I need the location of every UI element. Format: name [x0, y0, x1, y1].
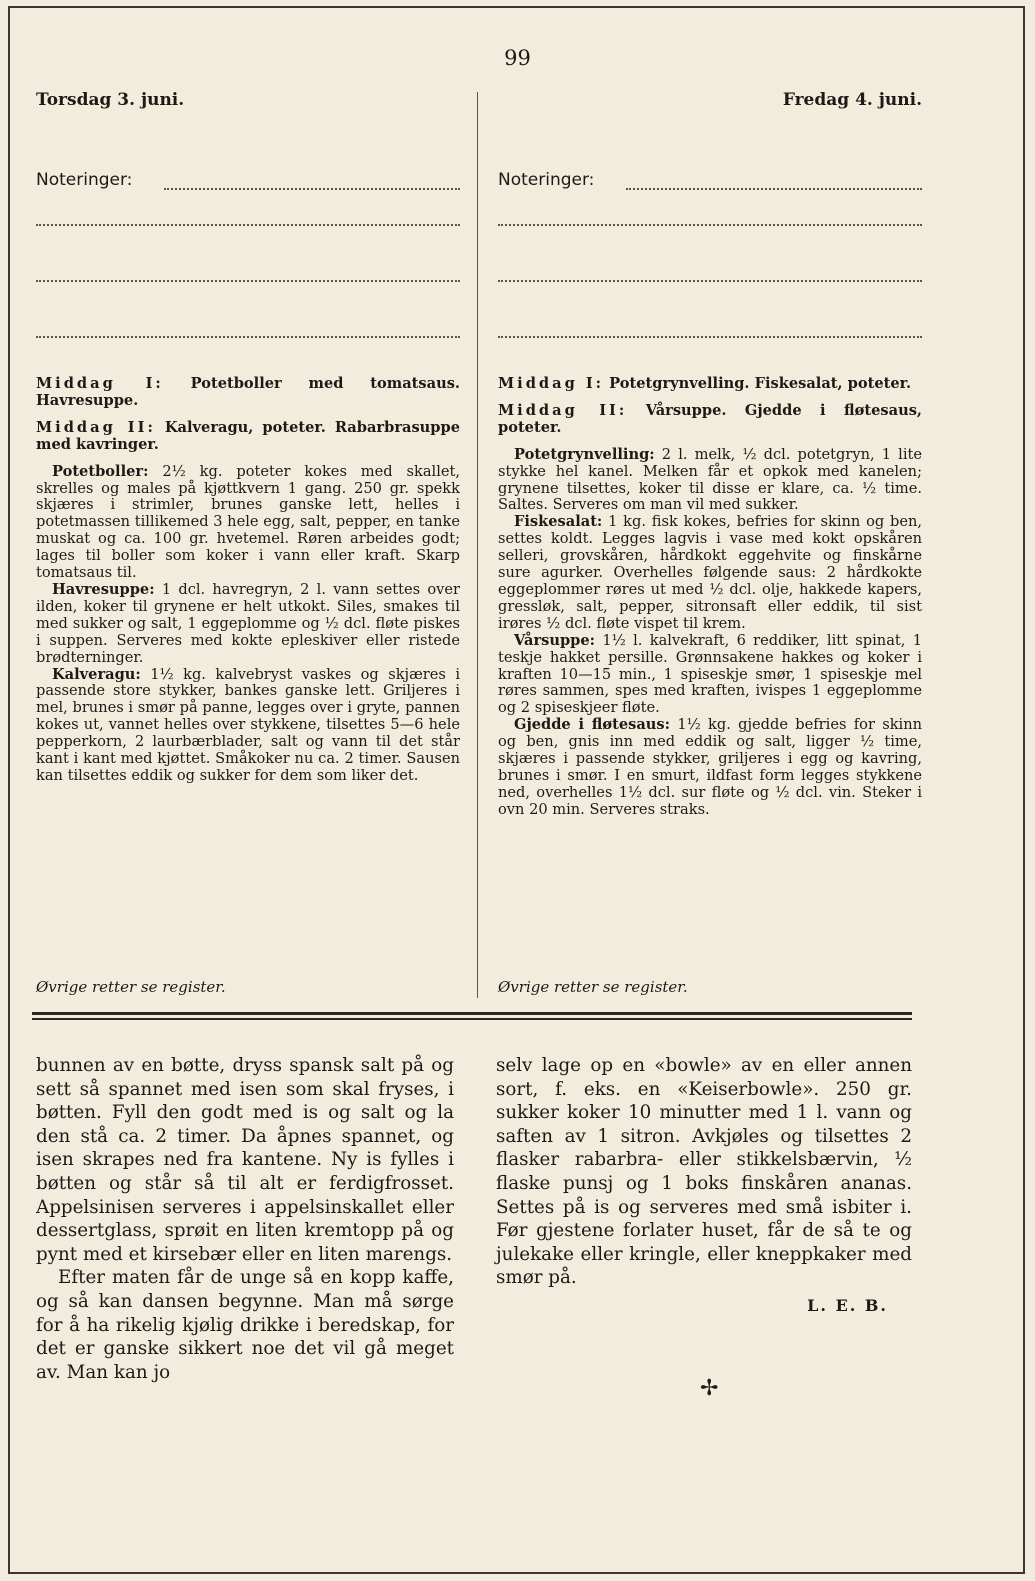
- left-day-column: [36, 90, 460, 785]
- left-middag-2: [36, 420, 460, 454]
- left-recipe-1-text: 2½ kg. poteter kokes med skallet, skrelles og males på kjøttkvern 1 gang. 250 gr. spekk skjæres i strimler, brunes ganske lett, helles i potetmassen tillikemed 3 hele egg, salt, pepper, en tanke muskat og ca. 100 gr. hvetemel. Røren arbeides godt; lages til boller som koker i vann eller kraft. Skarp tomatsaus til.: [36, 462, 460, 582]
- right-recipe-1-text: 2 l. melk, ½ dcl. potetgryn, 1 lite stykke hel kanel. Melken får et opkok med kanelen; grynene tilsettes, koker til disse er klare, ca. ½ time. Saltes. Serveres om man vil med sukker.: [498, 445, 923, 514]
- left-recipe-potetboller: [36, 464, 460, 582]
- ornament-icon: ✢: [700, 1376, 719, 1401]
- right-notes-dotline-1: [498, 222, 922, 226]
- left-middag-2-label: Middag II:: [36, 418, 156, 436]
- left-recipe-havresuppe: [36, 582, 460, 667]
- section-separator-thick: [32, 1012, 912, 1015]
- left-middag-1: [36, 376, 460, 410]
- right-recipe-fiskesalat: [498, 514, 922, 632]
- page-number: 99: [504, 46, 531, 70]
- left-recipe-2-text: 1 dcl. havregryn, 2 l. vann settes over ilden, koker til grynene er helt utkokt. Siles, smakes til med sukker og salt, 1 eggeplomme og ½ dcl. fløte piskes i suppen. Serveres med kokte epleskiver eller ristede brødterninger.: [36, 580, 461, 666]
- left-middag-1-text: Potetboller med tomatsaus. Havresuppe.: [36, 375, 460, 409]
- left-middag-1-label: Middag I:: [36, 375, 164, 392]
- right-middag-1-label: Middag I:: [498, 375, 605, 392]
- right-recipe-4-title: Gjedde i fløtesaus:: [514, 716, 671, 734]
- right-notes-label: Noteringer:: [498, 170, 595, 190]
- section-separator-thin: [32, 1018, 912, 1020]
- article-right-paragraph-1: selv lage op en «bowle» av en eller annen sort, f. eks. en «Keiserbowle». 250 gr. sukker koker 10 minutter med 1 l. vann og saften av 1 sitron. Avkjøles og tilsettes 2 flasker rabarbra- eller stikkelsbærvin, ½ flaske punsj og 1 boks finskåren ananas. Settes på is og serveres med små isbiter i. Før gjestene forlater huset, får de så te og julekake eller kringle, eller kneppkaker med smør på.: [496, 1055, 912, 1289]
- left-recipes: [36, 376, 460, 785]
- right-notes-dotline-2: [498, 278, 922, 282]
- right-middag-2-label: Middag II:: [498, 401, 628, 419]
- left-recipe-2-title: Havresuppe:: [52, 580, 155, 598]
- left-recipe-3-text: 1½ kg. kalvebryst vaskes og skjæres i passende store stykker, bankes ganske lett. Griljeres i mel, brunes i smør på panne, legges over i gryte, pannen kokes ut, vannet helles over stykkene, tilsettes 5—6 hele pepperkorn, 2 laurbærblader, salt og vann til det står kant i kant med kjøttet. Småkoker nu ca. 2 timer. Sausen kan tilsettes eddik og sukker for dem som liker det.: [36, 665, 460, 784]
- right-notes: [498, 170, 922, 196]
- right-recipe-gjedde: [498, 717, 922, 818]
- right-recipes: [498, 376, 922, 819]
- right-recipe-varsuppe: [498, 633, 922, 718]
- right-recipe-potetgrynvelling: [498, 447, 922, 515]
- left-notes-dotline-3: [36, 334, 460, 338]
- right-ovrige-note: Øvrige retter se register.: [498, 978, 688, 996]
- left-notes-label: Noteringer:: [36, 170, 133, 190]
- right-middag-1-text: Potetgrynvelling. Fiskesalat, poteter.: [609, 375, 912, 392]
- left-recipe-3-title: Kalveragu:: [52, 665, 141, 683]
- article-right-column: [496, 1054, 912, 1318]
- left-notes: [36, 170, 460, 196]
- left-day-heading: Torsdag 3. juni.: [36, 90, 185, 110]
- right-recipe-1-title: Potetgrynvelling:: [514, 445, 655, 463]
- left-ovrige-note: Øvrige retter se register.: [36, 978, 226, 996]
- right-recipe-4-text: 1½ kg. gjedde befries for skinn og ben, gnis inn med eddik og salt, ligger ½ time, skjæres i passende stykker, griljeres i egg og kavring, brunes i smør. I en smurt, ildfast form legges stykkene ned, overhelles 1½ dcl. sur fløte og ½ dcl. vin. Steker i ovn 20 min. Serveres straks.: [498, 716, 923, 818]
- article-left-column: [36, 1054, 454, 1384]
- right-recipe-2-title: Fiskesalat:: [514, 513, 603, 531]
- right-day-heading: Fredag 4. juni.: [782, 90, 922, 110]
- right-recipe-3-title: Vårsuppe:: [514, 631, 596, 649]
- right-notes-dotline-3: [498, 334, 922, 338]
- left-middag-2-text: Kalveragu, poteter. Rabarbrasuppe med kavringer.: [36, 418, 460, 453]
- author-signature: L. E. B.: [807, 1295, 888, 1315]
- right-notes-dotline-0: [626, 188, 922, 190]
- right-middag-1: [498, 376, 922, 393]
- left-notes-dotline-1: [36, 222, 460, 226]
- left-notes-dotline-0: [164, 188, 460, 190]
- left-notes-dotline-2: [36, 278, 460, 282]
- right-recipe-2-text: 1 kg. fisk kokes, befries for skinn og ben, settes koldt. Legges lagvis i vase med kokt opskåren selleri, grovskåren, hårdkokt eggehvite og finskårne sure agurker. Overhelles følgende saus: 2 hårdkokte eggeplommer røres ut med ½ dcl. olje, hakkede kapers, gressløk, salt, pepper, sitronsaft eller eddik, til sist irøres ½ dcl. fløte vispet til krem.: [498, 513, 923, 632]
- left-recipe-kalveragu: [36, 667, 460, 785]
- right-middag-2: [498, 403, 922, 437]
- right-recipe-3-text: 1½ l. kalvekraft, 6 reddiker, litt spinat, 1 teskje hakket persille. Grønnsakene hakkes og koker i kraften 10—15 min., 1 spiseskje smør, 1 spiseskje mel røres sammen, spes med kraften, ivispes 1 eggeplomme og 2 spiseskjeer fløte.: [498, 631, 923, 717]
- column-divider: [477, 92, 478, 998]
- right-middag-2-text: Vårsuppe. Gjedde i fløtesaus, poteter.: [498, 401, 923, 436]
- article-left-paragraph-2: Efter maten får de unge så en kopp kaffe, og så kan dansen begynne. Man må sørge for å ha rikelig kjølig drikke i beredskap, for det er ganske sikkert noe det vil gå meget av. Man kan jo: [36, 1267, 454, 1383]
- left-recipe-1-title: Potetboller:: [52, 462, 149, 480]
- right-day-column: [498, 90, 922, 819]
- article-left-paragraph-1: bunnen av en bøtte, dryss spansk salt på og sett så spannet med isen som skal fryses, i bøtten. Fyll den godt med is og salt og la den stå ca. 2 timer. Da åpnes spannet, og isen skrapes ned fra kantene. Ny is fylles i bøtten og står så til alt er ferdigfrosset. Appelsinisen serveres i appelsinskallet eller dessertglass, sprøit en liten kremtopp på og pynt med et kirsebær eller en liten marengs.: [36, 1055, 454, 1265]
